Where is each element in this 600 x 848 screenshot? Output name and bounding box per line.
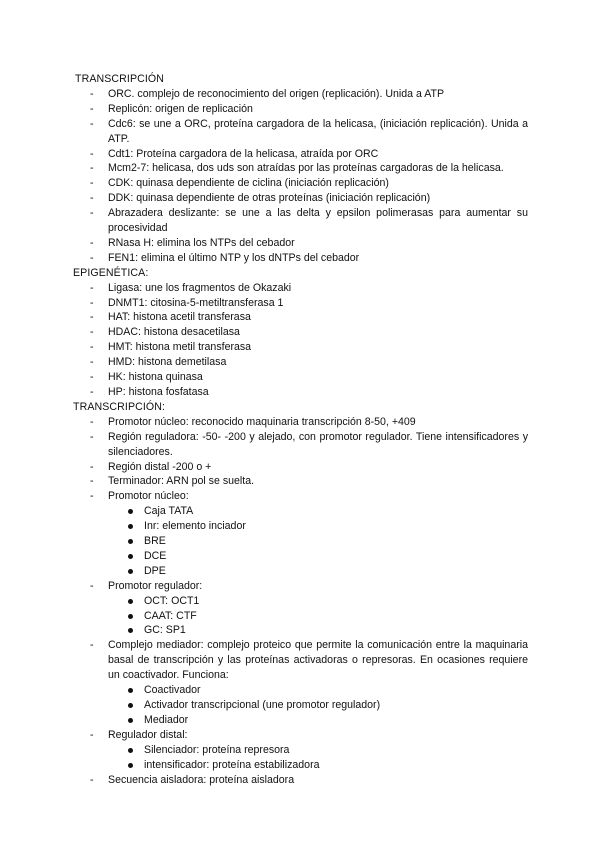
list-item-text: Promotor regulador: xyxy=(108,579,203,592)
sub-list xyxy=(108,743,528,773)
sub-list xyxy=(108,683,528,728)
dash-marker: - xyxy=(90,147,94,160)
section-heading-epigenetica: EPIGENÉTICA: xyxy=(73,266,149,279)
list-item xyxy=(0,236,600,251)
list-item-text: HAT: histona acetil transferasa xyxy=(108,311,251,324)
list-item xyxy=(0,638,600,727)
sub-list-item-text: CAAT: CTF xyxy=(144,609,197,622)
list-item xyxy=(0,489,600,578)
list-item xyxy=(0,310,600,325)
sub-list-item xyxy=(0,549,528,564)
dash-marker: - xyxy=(90,162,94,175)
list-item-text: FEN1: elimina el último NTP y los dNTPs del cebador xyxy=(108,251,360,264)
list-item xyxy=(0,117,600,147)
dash-marker: - xyxy=(90,728,94,741)
bullet-icon xyxy=(128,763,133,768)
list-item-text: Regulador distal: xyxy=(108,728,188,741)
list-item xyxy=(0,161,600,176)
dash-marker: - xyxy=(90,356,94,369)
dash-marker: - xyxy=(90,460,94,473)
list-item-text: Región reguladora: -50- -200 y alejado, con promotor regulador. Tiene intensificadores y silenciadores. xyxy=(108,430,528,458)
list-item-text: Replicón: origen de replicación xyxy=(108,102,253,115)
dash-marker: - xyxy=(90,296,94,309)
list-item xyxy=(0,579,600,639)
list-item xyxy=(0,325,600,340)
dash-marker: - xyxy=(90,475,94,488)
list-item-text: Región distal -200 o + xyxy=(108,460,212,473)
sub-list-item xyxy=(0,758,528,773)
list-item xyxy=(0,296,600,311)
sub-list-item-text: intensificador: proteína estabilizadora xyxy=(144,758,320,771)
sub-list-item-text: OCT: OCT1 xyxy=(144,594,200,607)
dash-marker: - xyxy=(90,371,94,384)
list-item xyxy=(0,191,600,206)
list-item-text: Cdt1: Proteína cargadora de la helicasa, atraída por ORC xyxy=(108,147,379,160)
dash-marker: - xyxy=(90,251,94,264)
dash-marker: - xyxy=(90,87,94,100)
section-heading-transcripcion-2: TRANSCRIPCIÓN: xyxy=(73,400,166,413)
list-item xyxy=(0,251,600,266)
bullet-icon xyxy=(128,509,133,514)
list-item-text: ORC. complejo de reconocimiento del origen (replicación). Unida a ATP xyxy=(108,87,445,100)
dash-marker: - xyxy=(90,207,94,220)
bullet-icon xyxy=(128,554,133,559)
dash-marker: - xyxy=(90,102,94,115)
dash-marker: - xyxy=(90,773,94,786)
list-item-text: Mcm2-7: helicasa, dos uds son atraídas por las proteínas cargadoras de la helicasa. xyxy=(108,162,504,175)
list-item xyxy=(0,385,600,400)
sub-list-item-text: Inr: elemento inciador xyxy=(144,520,246,533)
list-item xyxy=(0,355,600,370)
list-item xyxy=(0,281,600,296)
section-list xyxy=(0,281,600,400)
sub-list-item-text: Mediador xyxy=(144,713,189,726)
sub-list-item xyxy=(0,683,528,698)
sub-list xyxy=(108,594,528,639)
sub-list-item-text: BRE xyxy=(144,535,166,548)
dash-marker: - xyxy=(90,415,94,428)
bullet-icon xyxy=(128,539,133,544)
dash-marker: - xyxy=(90,281,94,294)
list-item xyxy=(0,147,600,162)
list-item xyxy=(0,773,600,788)
list-item-text: HMD: histona demetilasa xyxy=(108,356,227,369)
list-item-text: Abrazadera deslizante: se une a las delta y epsilon polimerasas para aumentar su procesividad xyxy=(108,207,528,235)
list-item-text: HP: histona fosfatasa xyxy=(108,386,209,398)
list-item-text: HDAC: histona desacetilasa xyxy=(108,326,240,339)
bullet-icon xyxy=(128,628,133,633)
dash-marker: - xyxy=(90,490,94,503)
dash-marker: - xyxy=(90,386,94,398)
dash-marker: - xyxy=(90,579,94,592)
bullet-icon xyxy=(128,688,133,693)
sub-list-item xyxy=(0,594,528,609)
section-heading-transcripcion: TRANSCRIPCIÓN xyxy=(75,73,164,85)
list-item-text: DDK: quinasa dependiente de otras proteínas (iniciación replicación) xyxy=(108,192,431,205)
dash-marker: - xyxy=(90,341,94,354)
sub-list-item-text: Caja TATA xyxy=(144,505,194,518)
dash-marker: - xyxy=(90,311,94,324)
list-item-text: Complejo mediador: complejo proteico que permite la comunicación entre la maquinaria basal de transcripción y las proteínas activadoras o represoras. En ocasiones requiere un coactivador. Funciona: xyxy=(108,639,528,682)
sub-list-item xyxy=(0,534,528,549)
list-item xyxy=(0,430,600,460)
list-item xyxy=(0,474,600,489)
list-item-text: HK: histona quinasa xyxy=(108,371,203,384)
list-item-text: RNasa H: elimina los NTPs del cebador xyxy=(108,236,295,249)
sub-list-item xyxy=(0,504,528,519)
list-item xyxy=(0,728,600,773)
bullet-icon xyxy=(128,718,133,723)
sub-list-item xyxy=(0,743,528,758)
dash-marker: - xyxy=(90,236,94,249)
sub-list-item xyxy=(0,609,528,624)
list-item-text: Cdc6: se une a ORC, proteína cargadora de la helicasa, (iniciación replicación). Unida a ATP. xyxy=(108,117,528,145)
dash-marker: - xyxy=(90,117,94,130)
bullet-icon xyxy=(128,599,133,604)
list-item xyxy=(0,415,600,430)
list-item-text: DNMT1: citosina-5-metiltransferasa 1 xyxy=(108,296,284,309)
list-item xyxy=(0,370,600,385)
bullet-icon xyxy=(128,748,133,753)
sub-list-item-text: DPE xyxy=(144,564,166,577)
list-item-text: Promotor núcleo: reconocido maquinaria transcripción 8-50, +409 xyxy=(108,415,416,428)
list-item xyxy=(0,206,600,236)
sub-list-item xyxy=(0,519,528,534)
list-item xyxy=(0,460,600,475)
bullet-icon xyxy=(128,569,133,574)
dash-marker: - xyxy=(90,192,94,205)
list-item xyxy=(0,176,600,191)
document-page xyxy=(0,72,600,787)
sub-list-item-text: GC: SP1 xyxy=(144,624,186,637)
sub-list-item-text: Coactivador xyxy=(144,684,201,697)
list-item-text: Secuencia aisladora: proteína aisladora xyxy=(108,773,295,786)
list-item-text: Terminador: ARN pol se suelta. xyxy=(108,475,255,488)
bullet-icon xyxy=(128,524,133,529)
dash-marker: - xyxy=(90,430,94,443)
bullet-icon xyxy=(128,614,133,619)
sub-list-item xyxy=(0,713,528,728)
sub-list xyxy=(108,504,528,579)
dash-marker: - xyxy=(90,326,94,339)
section-list xyxy=(0,87,600,266)
dash-marker: - xyxy=(90,639,94,652)
list-item-text: CDK: quinasa dependiente de ciclina (iniciación replicación) xyxy=(108,177,389,190)
list-item-text: Promotor núcleo: xyxy=(108,490,189,503)
sub-list-item-text: Activador transcripcional (une promotor regulador) xyxy=(144,699,381,712)
sub-list-item xyxy=(0,698,528,713)
list-item xyxy=(0,102,600,117)
list-item-text: HMT: histona metil transferasa xyxy=(108,341,252,354)
bullet-icon xyxy=(128,703,133,708)
dash-marker: - xyxy=(90,177,94,190)
sub-list-item xyxy=(0,623,528,638)
section-list xyxy=(0,415,600,788)
sub-list-item xyxy=(0,564,528,579)
list-item-text: Ligasa: une los fragmentos de Okazaki xyxy=(108,281,292,294)
sub-list-item-text: DCE xyxy=(144,549,167,562)
list-item xyxy=(0,340,600,355)
list-item xyxy=(0,87,600,102)
sub-list-item-text: Silenciador: proteína represora xyxy=(144,743,290,756)
